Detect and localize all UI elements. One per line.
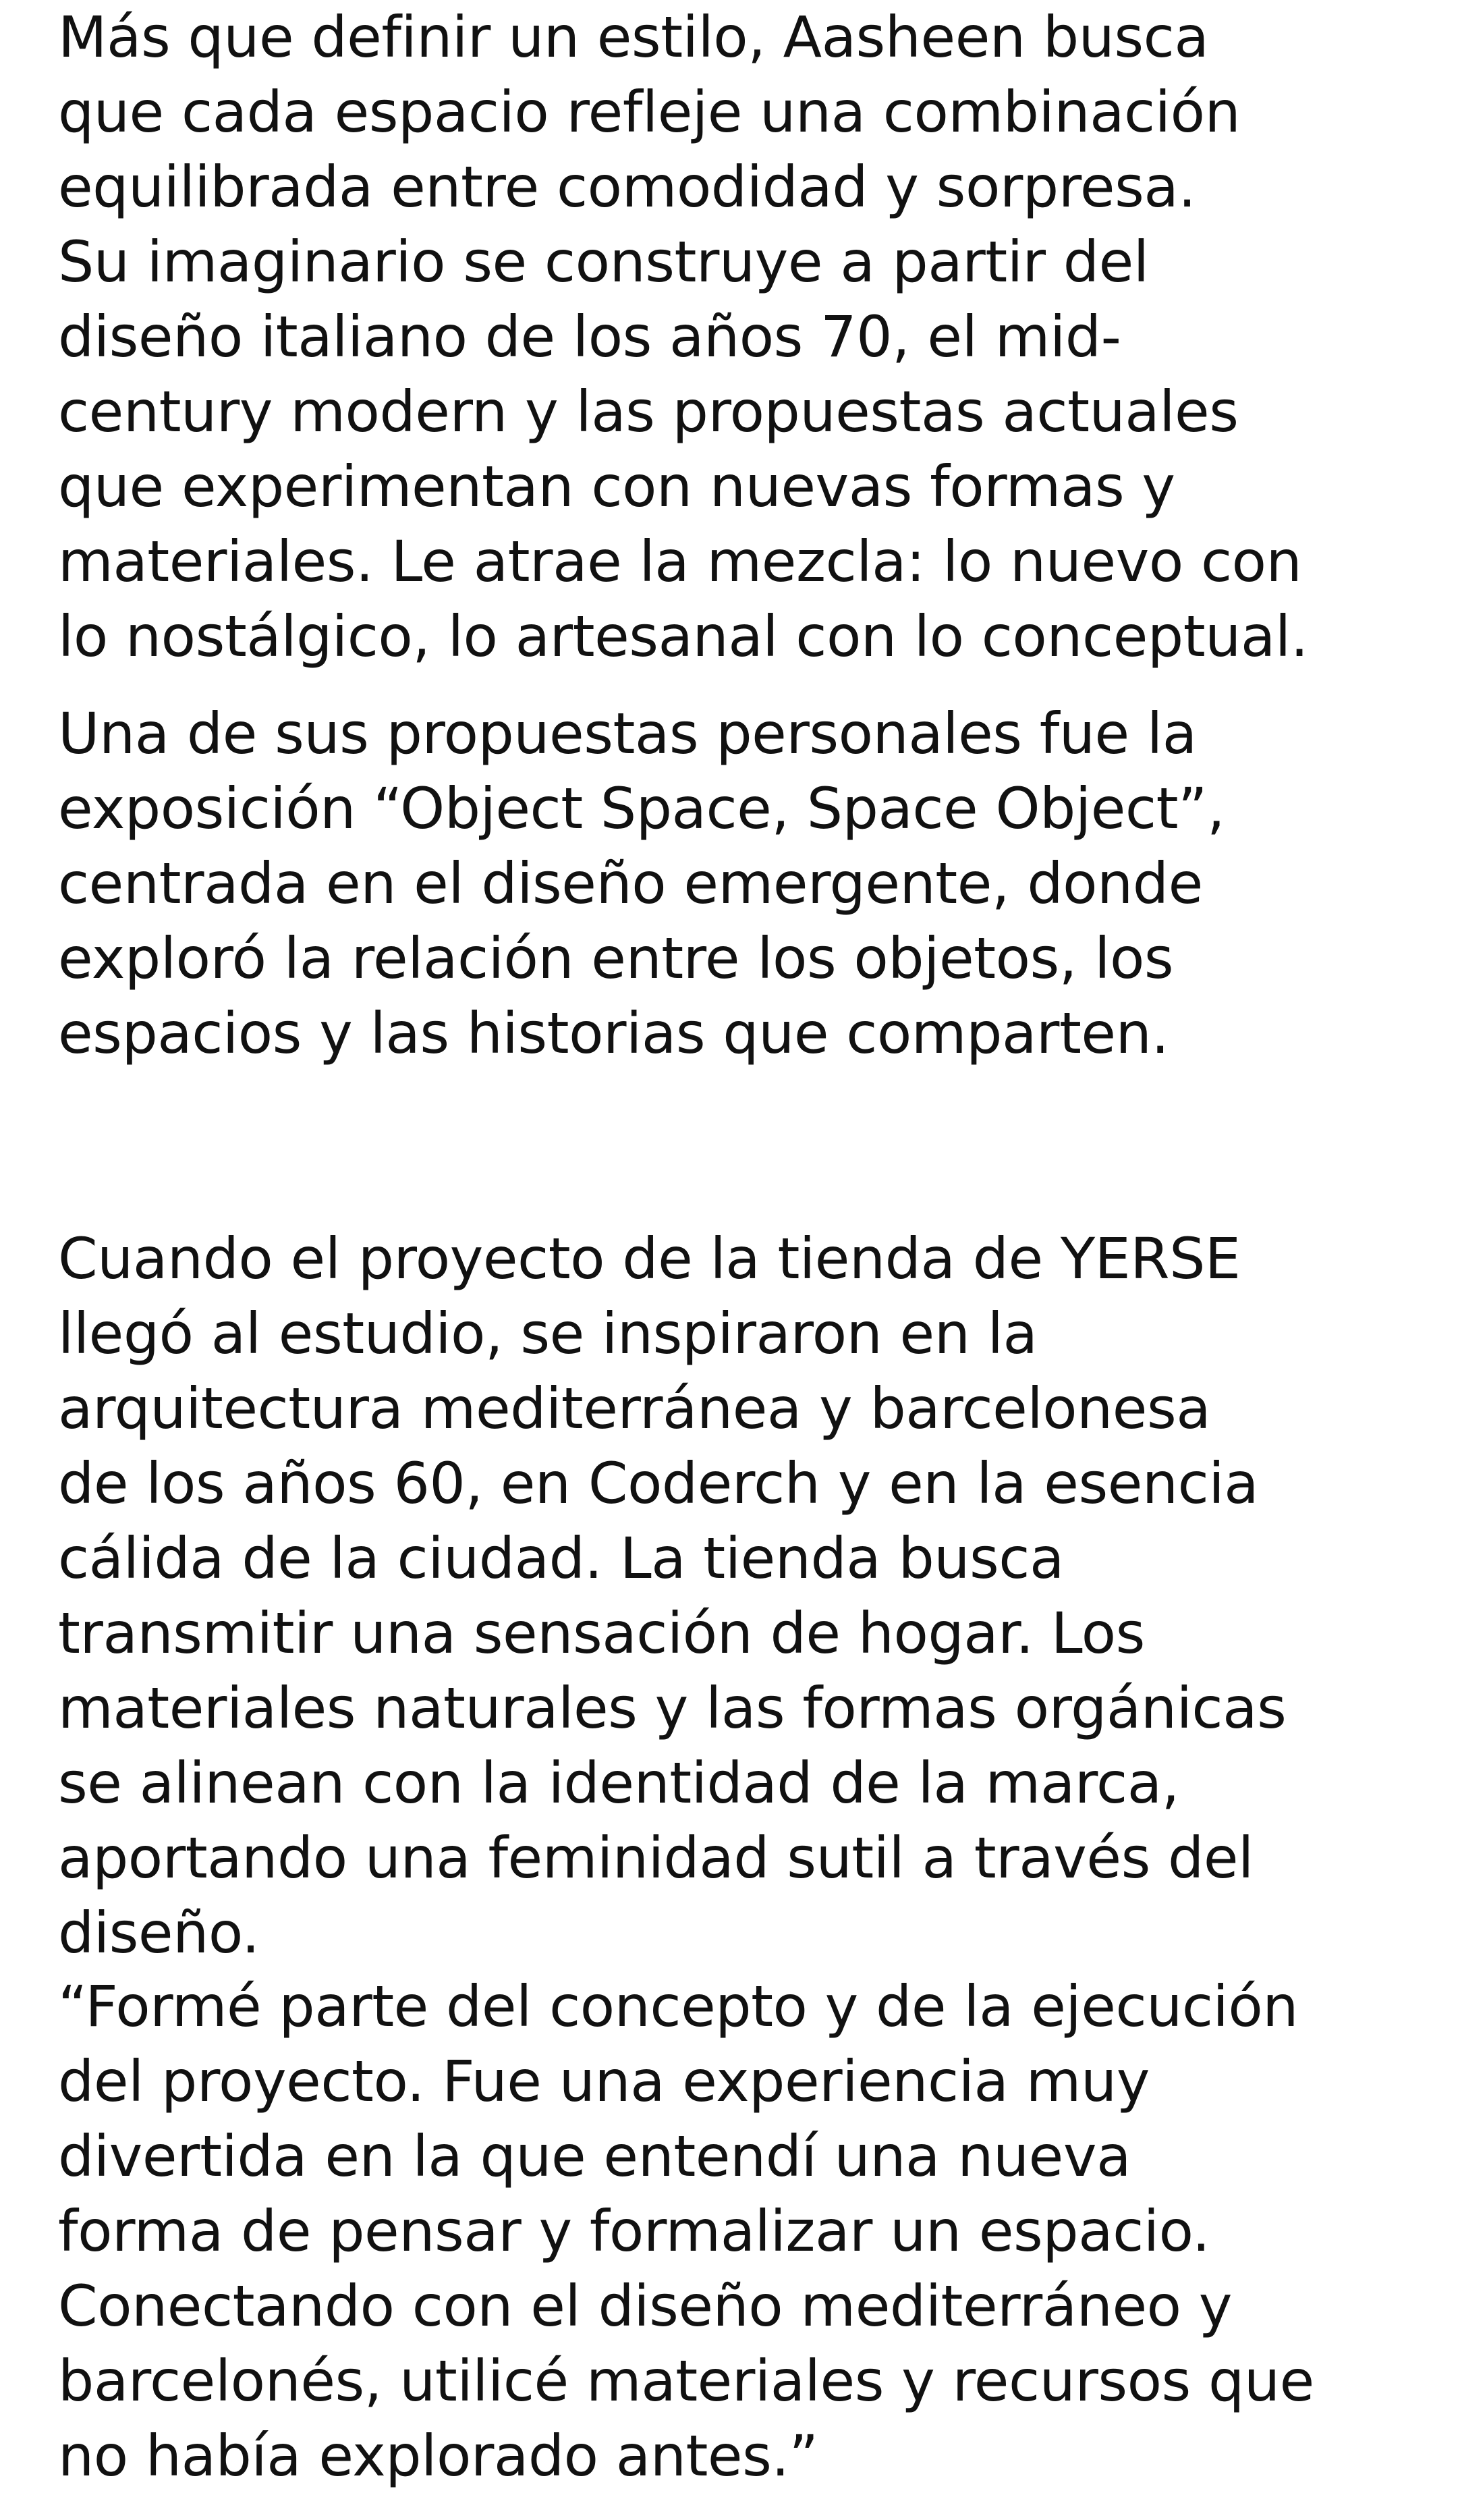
text-line: “Formé parte del concepto y de la ejecución — [58, 1973, 1299, 2039]
text-line: lo nostálgico, lo artesanal con lo conceptual. — [58, 603, 1308, 669]
text-line: barcelonés, utilicé materiales y recursos que — [58, 2348, 1314, 2414]
text-line: Su imaginario se construye a partir del — [58, 229, 1149, 295]
text-line: Conectando con el diseño mediterráneo y — [58, 2273, 1232, 2339]
text-line: no había explorado antes.” — [58, 2423, 818, 2489]
text-line: Más que definir un estilo, Aasheen busca — [58, 4, 1209, 70]
paragraph-style — [58, 0, 1308, 674]
text-line: exposición “Object Space, Space Object”, — [58, 775, 1225, 842]
text-line: que experimentan con nuevas formas y — [58, 454, 1175, 520]
text-line: aportando una feminidad sutil a través del — [58, 1825, 1254, 1891]
text-line: equilibrada entre comodidad y sorpresa. — [58, 154, 1196, 220]
text-line: del proyecto. Fue una experiencia muy — [58, 2048, 1150, 2114]
text-line: centrada en el diseño emergente, donde — [58, 850, 1203, 916]
text-line: diseño italiano de los años 70, el mid- — [58, 304, 1121, 370]
text-line: exploró la relación entre los objetos, los — [58, 925, 1174, 991]
text-line: materiales naturales y las formas orgánicas — [58, 1675, 1287, 1741]
text-line: que cada espacio refleje una combinación — [58, 79, 1241, 145]
text-line: transmitir una sensación de hogar. Los — [58, 1600, 1145, 1666]
paragraph-quote — [58, 1969, 1314, 2494]
paragraph-store-project — [58, 1222, 1286, 1971]
text-line: forma de pensar y formalizar un espacio. — [58, 2198, 1210, 2264]
text-line: diseño. — [58, 1900, 260, 1966]
text-line: cálida de la ciudad. La tienda busca — [58, 1525, 1064, 1591]
text-line: arquitectura mediterránea y barcelonesa — [58, 1375, 1211, 1442]
paragraph-exhibition — [58, 696, 1225, 1071]
text-line: Una de sus propuestas personales fue la — [58, 701, 1197, 767]
text-line: Cuando el proyecto de la tienda de YERSE — [58, 1226, 1241, 1292]
text-line: century modern y las propuestas actuales — [58, 379, 1239, 445]
text-line: divertida en la que entendí una nueva — [58, 2123, 1131, 2189]
text-line: materiales. Le atrae la mezcla: lo nuevo con — [58, 528, 1302, 595]
text-line: se alinean con la identidad de la marca, — [58, 1750, 1179, 1816]
text-line: espacios y las historias que comparten. — [58, 1000, 1169, 1066]
text-line: de los años 60, en Coderch y en la esencia — [58, 1450, 1259, 1516]
text-line: llegó al estudio, se inspiraron en la — [58, 1300, 1038, 1367]
